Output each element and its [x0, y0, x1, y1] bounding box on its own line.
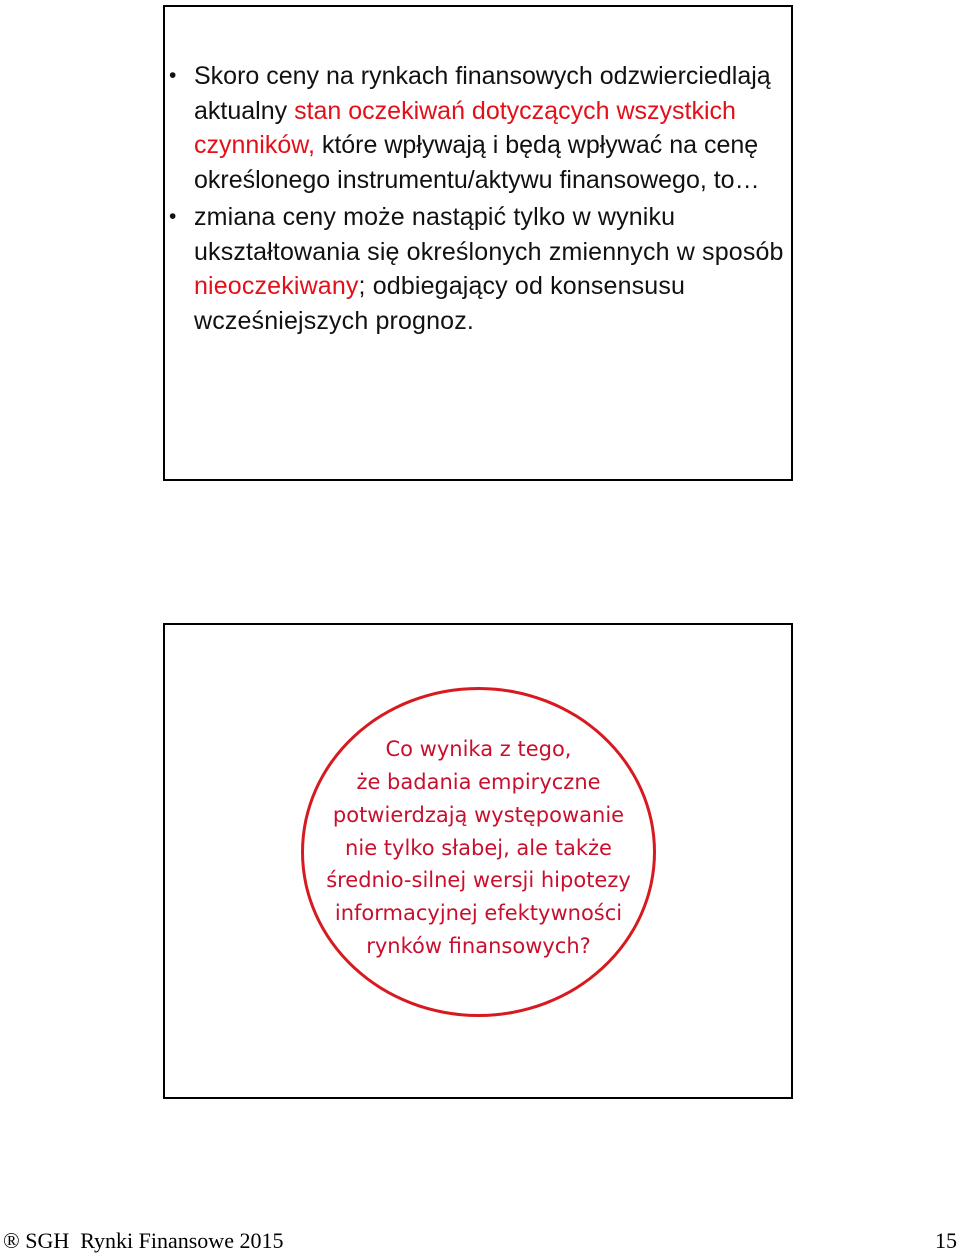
bullet-item: [165, 200, 791, 338]
highlighted-text: stan oczekiwań dotyczących wszystkich czynników,: [194, 96, 736, 159]
question-line: że badania empiryczne: [356, 770, 601, 794]
question-line: nie tylko słabej, ale także: [345, 835, 612, 860]
highlighted-text: nieoczekiwany: [194, 272, 359, 300]
page-number: 15: [935, 1228, 957, 1253]
footer-text: SGH Rynki Finansowe 2015: [25, 1228, 284, 1253]
footer-label: [3, 1226, 283, 1256]
bullet-text: zmiana ceny może nastąpić tylko w wyniku ukształtowania się określonych zmiennych w sposób: [194, 203, 784, 266]
bullet-text: które wpływają i będą wpływać na cenę określonego instrumentu/aktywu finansowego, to…: [194, 131, 760, 194]
question-oval: [301, 687, 656, 1017]
bullet-marker: •: [169, 205, 177, 228]
bullet-list: [165, 59, 791, 341]
question-line: informacyjnej efektywności: [334, 901, 623, 926]
question-line: potwierdzają występowanie: [332, 802, 625, 827]
bullet-marker: •: [169, 64, 177, 87]
question-text: [326, 733, 631, 963]
slide-2-frame: [163, 623, 793, 1099]
bullet-text: Skoro ceny na rynkach finansowych odzwierciedlają aktualny: [194, 62, 771, 125]
bullet-item: [165, 59, 791, 197]
slide-1-frame: [163, 5, 793, 481]
page-footer: [0, 1226, 960, 1256]
registered-symbol: ®: [3, 1228, 20, 1253]
bullet-text: ; odbiegający od konsensusu wcześniejszych prognoz.: [194, 272, 686, 335]
question-line: Co wynika z tego,: [385, 737, 572, 762]
question-line: średnio-silnej wersji hipotezy: [326, 868, 631, 893]
question-line: rynków finansowych?: [366, 933, 591, 958]
